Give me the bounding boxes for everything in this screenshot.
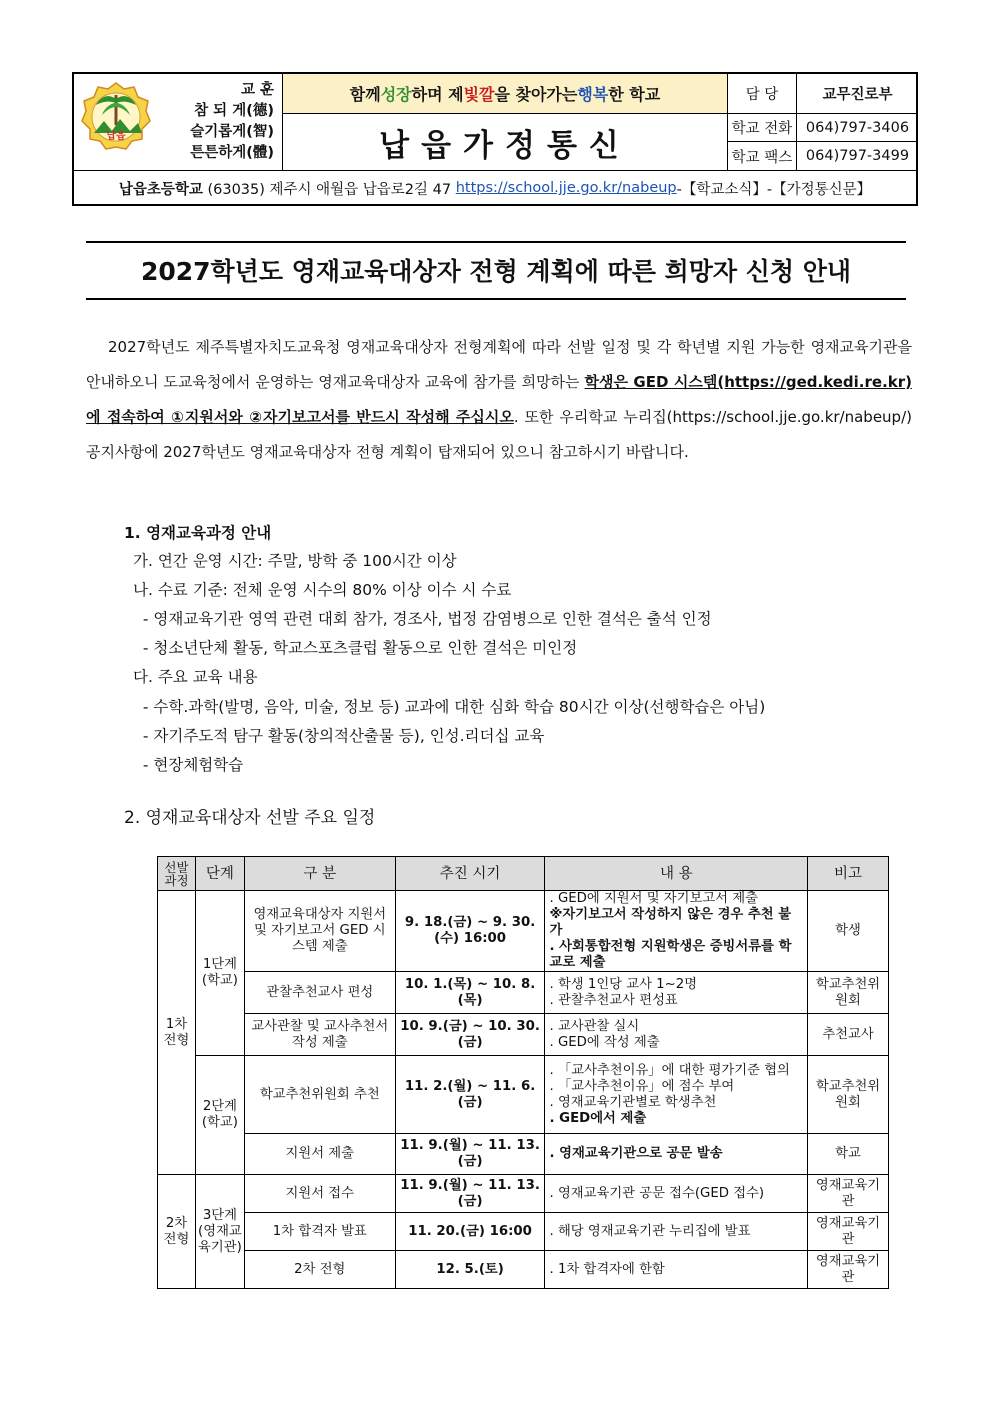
section1-line: - 수학.과학(발명, 음악, 미술, 정보 등) 교과에 대한 심화 학습 80시간 이상(선행학습은 아님) xyxy=(133,698,766,716)
period-cell: 9. 18.(금) ~ 9. 30.(수) 16:00 xyxy=(395,891,545,972)
school-tagline xyxy=(282,74,728,114)
table-row xyxy=(158,1056,889,1134)
school-name: 납읍초등학교 xyxy=(118,181,203,198)
category-cell: 학교추천위원회 추천 xyxy=(244,1056,395,1134)
note-cell: 학교추천위원회 xyxy=(808,1056,889,1134)
motto-line: 참 되 게(德) xyxy=(194,103,274,119)
title-rule-top xyxy=(86,241,906,243)
phase-cell: 2차전형 xyxy=(158,1175,196,1289)
tagline-text: 을 찾아가는 xyxy=(494,85,578,104)
phone-label: 학교 전화 xyxy=(728,114,797,141)
content-line: . 사회통합전형 지원학생은 증빙서류를 학교로 제출 xyxy=(549,939,792,970)
category-cell: 영재교육대상자 지원서 및 자기보고서 GED 시스템 제출 xyxy=(244,891,395,972)
section1-line: 나. 수료 기준: 전체 운영 시수의 80% 이상 이수 시 수료 xyxy=(133,581,512,599)
school-url-link[interactable]: https://school.jje.go.kr/nabeup xyxy=(455,180,677,196)
content-line: . GED에 지원서 및 자기보고서 제출 xyxy=(549,891,758,906)
table-row xyxy=(158,1251,889,1289)
section1-line: 다. 주요 교육 내용 xyxy=(133,668,258,686)
category-cell: 교사관찰 및 교사추천서 작성 제출 xyxy=(244,1014,395,1056)
intro-text: . 또한 우리학교 누리집(https://school.jje.go.kr/nabeup/) 공지사항에 2027학년도 영재교육대상자 전형 계획이 탑재되어 있으니 참고하시기 바랍니다. xyxy=(86,408,912,461)
phase-cell: 1차전형 xyxy=(158,891,196,1175)
motto-line: 슬기롭게(智) xyxy=(190,124,274,140)
schedule-table xyxy=(157,856,889,1289)
table-row xyxy=(158,891,889,972)
table-row xyxy=(158,1014,889,1056)
contact-row-phone xyxy=(728,114,918,142)
header-cell: 추진 시기 xyxy=(395,857,545,891)
section1-line: - 현장체험학습 xyxy=(133,756,244,774)
tagline-highlight: 행복 xyxy=(577,85,609,104)
period-cell: 11. 2.(월) ~ 11. 6.(금) xyxy=(395,1056,545,1134)
logo-text: 납읍 xyxy=(106,131,126,142)
school-path: -【학교소식】-【가정통신문】 xyxy=(676,181,872,198)
intro-text: 2027학년도 제주특별자치도교육청 영재교육대상자 전형계획에 따라 선발 일정 및 각 학년별 지원 가능한 영재교육기관을 안내하오니 도교육청에서 운영하는 영재교육대상자 교육에 참가를 희망하는 xyxy=(86,338,912,391)
school-address: (63035) 제주시 애월읍 납읍로2길 47 xyxy=(202,181,456,198)
note-cell: 영재교육기관 xyxy=(808,1213,889,1251)
note-cell: 학교추천위원회 xyxy=(808,972,889,1014)
charge-value: 교무진로부 xyxy=(822,87,893,103)
category-cell: 지원서 접수 xyxy=(244,1175,395,1213)
content-cell xyxy=(545,1175,808,1213)
tagline-text: 한 학교 xyxy=(608,85,661,104)
school-motto xyxy=(170,80,274,164)
content-cell xyxy=(545,1134,808,1175)
school-info xyxy=(74,170,916,205)
period-cell: 12. 5.(토) xyxy=(395,1251,545,1289)
stage-cell: 2단계(학교) xyxy=(195,1056,244,1175)
header-cell: 구 분 xyxy=(244,857,395,891)
note-cell: 추천교사 xyxy=(808,1014,889,1056)
section1-line: - 자기주도적 탐구 활동(창의적산출물 등), 인성.리더십 교육 xyxy=(133,727,545,745)
motto-line: 튼튼하게(體) xyxy=(190,145,274,161)
table-row xyxy=(158,972,889,1014)
tagline-highlight: 성장 xyxy=(380,85,412,104)
note-cell: 영재교육기관 xyxy=(808,1251,889,1289)
fax-label: 학교 팩스 xyxy=(728,142,797,170)
intro-emphasis: 학생은 GED 시스템(https://ged.kedi.re.kr)에 접속하여 ①지원서와 ②자기보고서를 반드시 작성해 주십시오 xyxy=(86,373,913,426)
contact-row-charge xyxy=(728,74,918,114)
section1-line: - 영재교육기관 영역 관련 대회 참가, 경조사, 법정 감염병으로 인한 결석은 출석 인정 xyxy=(133,610,712,628)
table-row xyxy=(158,1175,889,1213)
content-line: . 교사관찰 실시 xyxy=(549,1018,640,1034)
phone-value: 064)797-3406 xyxy=(805,119,910,136)
content-line: . 학생 1인당 교사 1~2명 xyxy=(549,976,698,992)
header-cell: 비고 xyxy=(808,857,889,891)
category-cell: 지원서 제출 xyxy=(244,1134,395,1175)
content-cell xyxy=(545,972,808,1014)
tagline-highlight: 빛깔 xyxy=(463,85,495,104)
school-logo-icon xyxy=(80,81,152,153)
content-line: . 영재교육기관 공문 접수(GED 접수) xyxy=(549,1185,765,1201)
content-cell xyxy=(545,1014,808,1056)
content-line: . 1차 합격자에 한함 xyxy=(549,1261,665,1277)
content-line: ※자기보고서 작성하지 않은 경우 추천 불가 xyxy=(549,907,792,938)
note-cell: 학교 xyxy=(808,1134,889,1175)
content-line: . 「교사추천이유」에 점수 부여 xyxy=(549,1078,735,1094)
period-cell: 10. 1.(목) ~ 10. 8.(목) xyxy=(395,972,545,1014)
content-cell xyxy=(545,1251,808,1289)
content-cell xyxy=(545,891,808,972)
stage-cell: 3단계(영재교육기관) xyxy=(195,1175,244,1289)
content-cell xyxy=(545,1056,808,1134)
header-cell: 단계 xyxy=(195,857,244,891)
category-cell: 1차 합격자 발표 xyxy=(244,1213,395,1251)
content-line: . 「교사추천이유」에 대한 평가기준 협의 xyxy=(549,1062,790,1078)
period-cell: 10. 9.(금) ~ 10. 30.(금) xyxy=(395,1014,545,1056)
fax-value: 064)797-3499 xyxy=(805,148,910,164)
content-line: . 해당 영재교육기관 누리집에 발표 xyxy=(549,1223,751,1239)
stage-cell: 1단계(학교) xyxy=(195,891,244,1056)
table-row xyxy=(158,1213,889,1251)
tagline-text: 함께 xyxy=(349,85,381,104)
period-cell: 11. 20.(금) 16:00 xyxy=(395,1213,545,1251)
period-cell: 11. 9.(월) ~ 11. 13.(금) xyxy=(395,1134,545,1175)
category-cell: 관찰추천교사 편성 xyxy=(244,972,395,1014)
note-cell: 영재교육기관 xyxy=(808,1175,889,1213)
content-line: . 영재교육기관별로 학생추천 xyxy=(549,1094,717,1110)
content-line: . GED에서 제출 xyxy=(549,1110,647,1126)
note-cell: 학생 xyxy=(808,891,889,972)
intro-paragraph xyxy=(86,330,912,470)
tagline-text: 하며 제 xyxy=(411,85,464,104)
title-rule-bottom xyxy=(86,298,906,300)
table-header-row xyxy=(158,857,889,891)
content-cell xyxy=(545,1213,808,1251)
content-line: . 영재교육기관으로 공문 발송 xyxy=(549,1146,723,1161)
section1-line: - 청소년단체 활동, 학교스포츠클럽 활동으로 인한 결석은 미인정 xyxy=(133,639,578,657)
header-box xyxy=(72,72,918,206)
contact-row-fax xyxy=(728,142,918,170)
contact-table xyxy=(728,74,918,170)
section1-heading: 1. 영재교육과정 안내 xyxy=(124,524,272,542)
content-line: . GED에 작성 제출 xyxy=(549,1034,660,1050)
charge-label: 담 당 xyxy=(728,74,797,113)
motto-title: 교 훈 xyxy=(240,82,274,98)
header-cell: 선발과정 xyxy=(158,857,196,891)
content-line: . 관찰추천교사 편성표 xyxy=(549,992,678,1008)
notice-title: 2027학년도 영재교육대상자 전형 계획에 따른 희망자 신청 안내 xyxy=(140,257,852,286)
table-row xyxy=(158,1134,889,1175)
section2-heading: 2. 영재교육대상자 선발 주요 일정 xyxy=(124,808,376,828)
section1-line: 가. 연간 운영 시간: 주말, 방학 중 100시간 이상 xyxy=(133,552,457,570)
period-cell: 11. 9.(월) ~ 11. 13.(금) xyxy=(395,1175,545,1213)
newsletter-title: 납읍가정통신 xyxy=(282,114,728,170)
header-cell: 내 용 xyxy=(545,857,808,891)
category-cell: 2차 전형 xyxy=(244,1251,395,1289)
